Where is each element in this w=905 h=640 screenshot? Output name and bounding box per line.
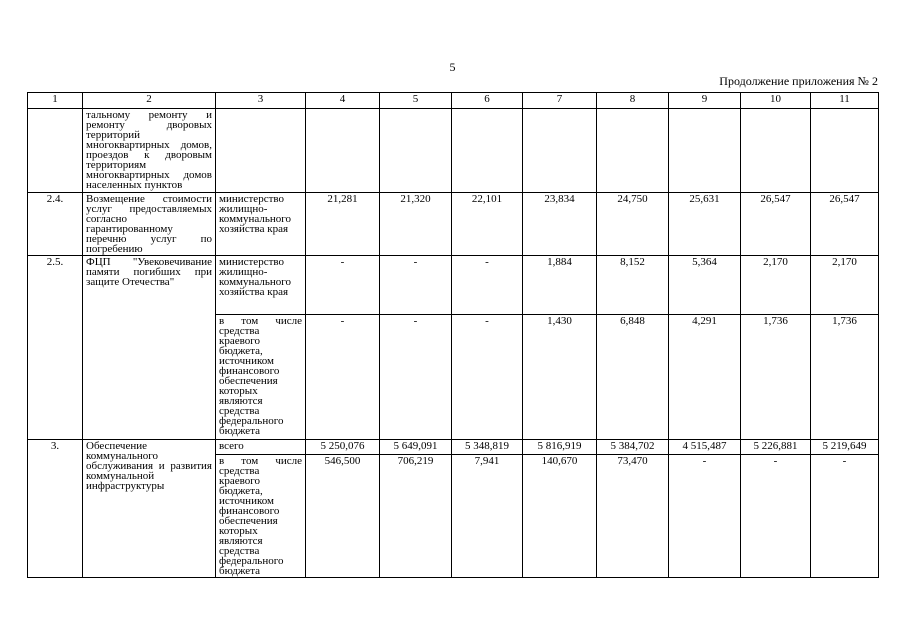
row-number: 3. — [28, 440, 83, 578]
value-cell: 5,364 — [669, 256, 741, 315]
value-cell — [741, 109, 811, 193]
column-number-row — [28, 93, 879, 109]
value-cell: 5 219,649 — [811, 440, 879, 455]
column-header: 5 — [380, 93, 452, 109]
column-header: 2 — [83, 93, 216, 109]
column-header: 1 — [28, 93, 83, 109]
table-row — [28, 193, 879, 256]
value-cell: 7,941 — [452, 455, 523, 578]
column-header: 7 — [523, 93, 597, 109]
column-header: 3 — [216, 93, 306, 109]
value-cell: 5 250,076 — [306, 440, 380, 455]
row-number — [28, 109, 83, 193]
value-cell: 1,430 — [523, 315, 597, 440]
value-cell: - — [452, 256, 523, 315]
value-cell: 706,219 — [380, 455, 452, 578]
value-cell: - — [452, 315, 523, 440]
table-row — [28, 109, 879, 193]
value-cell: 25,631 — [669, 193, 741, 256]
appendix-note: Продолжение приложения № 2 — [719, 74, 878, 88]
executor: министерство жилищно-коммунального хозяйства края — [216, 193, 306, 256]
value-cell: - — [306, 256, 380, 315]
value-cell: 2,170 — [811, 256, 879, 315]
value-cell: - — [669, 455, 741, 578]
value-cell: 1,736 — [741, 315, 811, 440]
value-cell: 26,547 — [741, 193, 811, 256]
value-cell: 6,848 — [597, 315, 669, 440]
value-cell: - — [741, 455, 811, 578]
value-cell: 5 226,881 — [741, 440, 811, 455]
program-table — [27, 92, 879, 578]
value-cell — [380, 109, 452, 193]
value-cell: 1,884 — [523, 256, 597, 315]
value-cell — [306, 109, 380, 193]
value-cell: 1,736 — [811, 315, 879, 440]
measure-name: Возмещение стоимости услуг предоставляемых согласно гарантированному перечню услуг по погребению — [83, 193, 216, 256]
value-cell: 23,834 — [523, 193, 597, 256]
value-cell: 4 515,487 — [669, 440, 741, 455]
value-cell: 5 348,819 — [452, 440, 523, 455]
row-number: 2.5. — [28, 256, 83, 440]
value-cell: - — [380, 256, 452, 315]
value-cell — [452, 109, 523, 193]
value-cell: 21,320 — [380, 193, 452, 256]
value-cell: 22,101 — [452, 193, 523, 256]
value-cell: - — [380, 315, 452, 440]
executor: всего — [216, 440, 306, 455]
value-cell: 5 649,091 — [380, 440, 452, 455]
value-cell — [669, 109, 741, 193]
measure-name: тальному ремонту и ремонту дворовых территорий многоквартирных домов, проездов к дворовым территориям многоквартирных домов населенных пунктов — [83, 109, 216, 193]
executor: в том числе средства краевого бюджета, источником финансового обеспечения которых являются средства федерального бюджета — [216, 315, 306, 440]
value-cell — [811, 109, 879, 193]
column-header: 11 — [811, 93, 879, 109]
value-cell: 5 816,919 — [523, 440, 597, 455]
executor — [216, 109, 306, 193]
value-cell: - — [811, 455, 879, 578]
column-header: 10 — [741, 93, 811, 109]
column-header: 9 — [669, 93, 741, 109]
column-header: 4 — [306, 93, 380, 109]
value-cell: 73,470 — [597, 455, 669, 578]
value-cell: 140,670 — [523, 455, 597, 578]
measure-name: Обеспечение коммунального обслуживания и развития коммунальной инфраструктуры — [83, 440, 216, 578]
page-number: 5 — [449, 60, 456, 74]
executor: в том числе средства краевого бюджета, источником финансового обеспечения которых являются средства федерального бюджета — [216, 455, 306, 578]
row-number: 2.4. — [28, 193, 83, 256]
value-cell: 4,291 — [669, 315, 741, 440]
value-cell — [523, 109, 597, 193]
executor: министерство жилищно-коммунального хозяйства края — [216, 256, 306, 315]
value-cell: 2,170 — [741, 256, 811, 315]
value-cell — [597, 109, 669, 193]
value-cell: 26,547 — [811, 193, 879, 256]
table-row — [28, 256, 879, 315]
value-cell: 546,500 — [306, 455, 380, 578]
measure-name: ФЦП "Увековечивание памяти погибших при защите Отечества" — [83, 256, 216, 440]
table-row — [28, 440, 879, 455]
column-header: 6 — [452, 93, 523, 109]
column-header: 8 — [597, 93, 669, 109]
value-cell: 24,750 — [597, 193, 669, 256]
value-cell: - — [306, 315, 380, 440]
value-cell: 21,281 — [306, 193, 380, 256]
value-cell: 5 384,702 — [597, 440, 669, 455]
value-cell: 8,152 — [597, 256, 669, 315]
